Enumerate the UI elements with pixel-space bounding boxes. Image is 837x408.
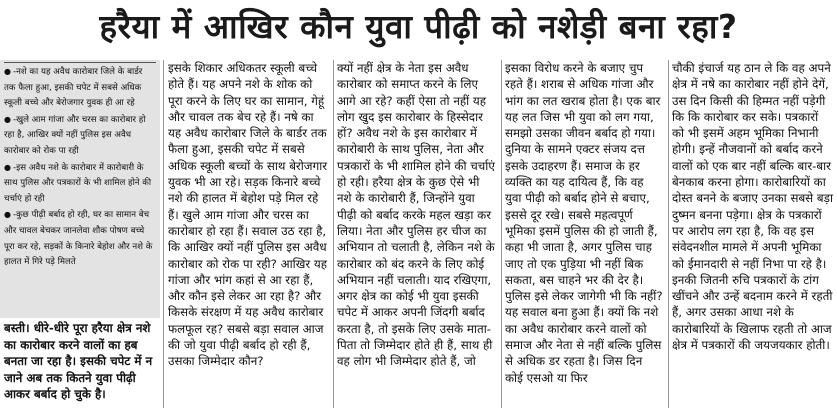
highlight-bullet-1: ● -नशे का यह अवैध कारोबार जिले के बार्डर तक फैला हुआ, इसकी चपेट में सबसे अधिक स्कूली बच्चे और बेरोजगार युवक ही आ रहे — [4, 67, 143, 109]
article-headline: हरैया में आखिर कौन युवा पीढ़ी को नशेड़ी बना रहा? — [99, 7, 738, 46]
bullet-icon: ● — [4, 67, 11, 76]
column-divider — [333, 60, 334, 408]
box-top-rule — [4, 62, 156, 63]
dateline: बस्ती। — [4, 321, 30, 335]
article-column-1: इसके शिकार अधिकतर स्कूली बच्चे होते हैं। यह अपने नशे के शोक को पूरा करने के लिए घर का सामान, गेहूं और चावल तक बेच रहे हैं। नषे का यह अवैध कारोबार जिले के बार्डर तक फैला हुआ, इसकी चपेट में सबसे अधिक स्कूली बच्चों के साथ बेरोजगार युवक भी आ रहे। सड़क किनारे बच्चे नशे की हालत में बेहोश पड़े मिल रहे हैं। खुले आम गांजा और चरस का कारोबार हो रहा हैं। सवाल उठ रहा है, कि आखिर क्यों नहीं पुलिस इस अवैध कारोबार को रोक पा रही? आखिर यह गांजा और भांग कहां से आ रहा हैं, और कौन इसे लेकर आ रहा है? और किसके संरक्षण में यह अवैध कारोबार फलफूल रह? सबसे बड़ा सवाल आज की जो युवा पीढ़ी बर्बाद हो रही हैं, उसका जिम्मेदार कौन? — [168, 61, 328, 369]
highlight-bullet-3: ● -इस अवैध नशे के कारोबार में कारोबारी के साथ पुलिस और पत्रकारों के भी शामिल होने की चर्चाएं हो रही — [4, 162, 152, 204]
highlights-box — [0, 60, 160, 318]
article-column-2: क्यों नहीं क्षेत्र के नेता इस अवैध कारोबार को समाप्त करने के लिए आगे आ रहे? कहीं ऐसा तो नहीं यह लोग खुद इस कारोबार के हिस्सेदार हों? अवैध नशे के इस कारोबार में कारोबारी के साथ पुलिस, नेता और पत्रकारों के भी शामिल होने की चर्चाएं हो रही। हरैया क्षेत्र के कुछ ऐसे भी नशे के कारोबारी हैं, जिन्होंने युवा पीढ़ी को बर्बाद करके महल खड़ा कर लिया। नेता और पुलिस हर चीज का अभियान तो चलाती है, लेकिन नशे के कारोबार को बंद करने के लिए कोई अभियान नहीं चलाती। याद रखिएगा, अगर क्षेत्र का कोई भी युवा इसकी चपेट में आकर अपनी जिंदगी बर्बाद करता है, तो इसके लिए उसके माता-पिता तो जिम्मेदार होते ही हैं, साथ ही वह लोग भी जिम्मेदार होते हैं, जो — [337, 61, 495, 369]
article-column-4: चौकी इंचार्ज यह ठान ले कि वह अपने क्षेत्र में नषे का कारोबार नहीं होने देगें, उस दिन किसी की हिम्मत नहीं पड़ेगी कि कि कारोबार कर सके। पत्रकारों को भी इसमें अहम भूमिका निभानी होगी। इन्हें नौजवानों को बर्बाद करने वालों को एक बार नहीं बल्कि बार-बार बेनकाब करना होगा। कारोबारियों का दोस्त बनने के बजाए उनका सबसे बड़ा दुष्मन बनना पड़ेगा। क्षेत्र के पत्रकारों पर आरोप लग रहा है, कि वह इस संवेदनशील मामले में अपनी भूमिका को ईमानदारी से नहीं निभा पा रहे है। इनकी जितनी रुचि पत्रकारों के टांग खींचने और उन्हें बदनाम करने में रहती हैं, अगर उसका आधा नशे के कारोबारियों के खिलाफ रहती तो आज क्षेत्र में पत्रकारों की जयजयकार होती। — [672, 61, 834, 353]
bullet-icon: ● — [4, 162, 11, 172]
highlight-bullet-4: ● -कुछ पीढ़ी बर्बाद हो रही, घर का सामान बेच और चावल बेचकर जानलेवा शौक पोषण बच्चे पूरा कर रहे, सड़कों के किनारे बेहोश और नशे के हालत में गिरे पड़े मिलते — [4, 210, 153, 268]
bullet-icon: ● — [4, 114, 11, 124]
article-column-3: इसका विरोध करने के बजाए चुप रहते हैं। शराब से अधिक गांजा और भांग का लत खराब होता है। एक बार यह लत जिस भी युवा को लग गया, समझो उसका जीवन बर्बाद हो गया। दुनिया के सामने एक्टर संजय दत्त इसके उदाहरण हैं। समाज के हर व्यक्ति का यह दायित्व हैं, कि वह युवा पीढ़ी को बर्बाद होने से बचाए, इससे दूर रखे। सबसे महत्वपूर्ण भूमिका इसमें पुलिस की हो जाती हैं, कहा भी जाता है, अगर पुलिस चाह जाए तो एक पुड़िया भी नहीं बिक सकता, बस चाहने भर की देर है। पुलिस इसे लेकर जागेगी भी कि नहीं? यह सवाल बना हुआ हैं। क्यों कि नशे का अवैध कारोबार करने वालों को समाज और नेता से नहीं बल्कि पुलिस से अधिक डर रहता है। जिस दिन कोई एसओ या फिर — [505, 61, 663, 385]
lead-paragraph — [4, 320, 159, 403]
column-divider — [163, 60, 164, 408]
column-divider — [501, 60, 502, 408]
highlight-bullet-2: ● -खुले आम गांजा और चरस का कारोबार हो रहा है, आखिर क्यों नहीं पुलिस इस अवैध कारोबार को रोक पा रही — [4, 114, 146, 156]
bullet-icon: ● — [4, 210, 11, 220]
lead-text: धीरे-धीरे पूरा हरैया क्षेत्र नशे का कारोबार करने वालों का हब बनता जा रहा है। इसकी चपेट में न जाने अब तक कितने युवा पीढ़ी आकर बर्बाद हो चुके है। — [4, 321, 153, 401]
column-divider — [668, 60, 669, 408]
